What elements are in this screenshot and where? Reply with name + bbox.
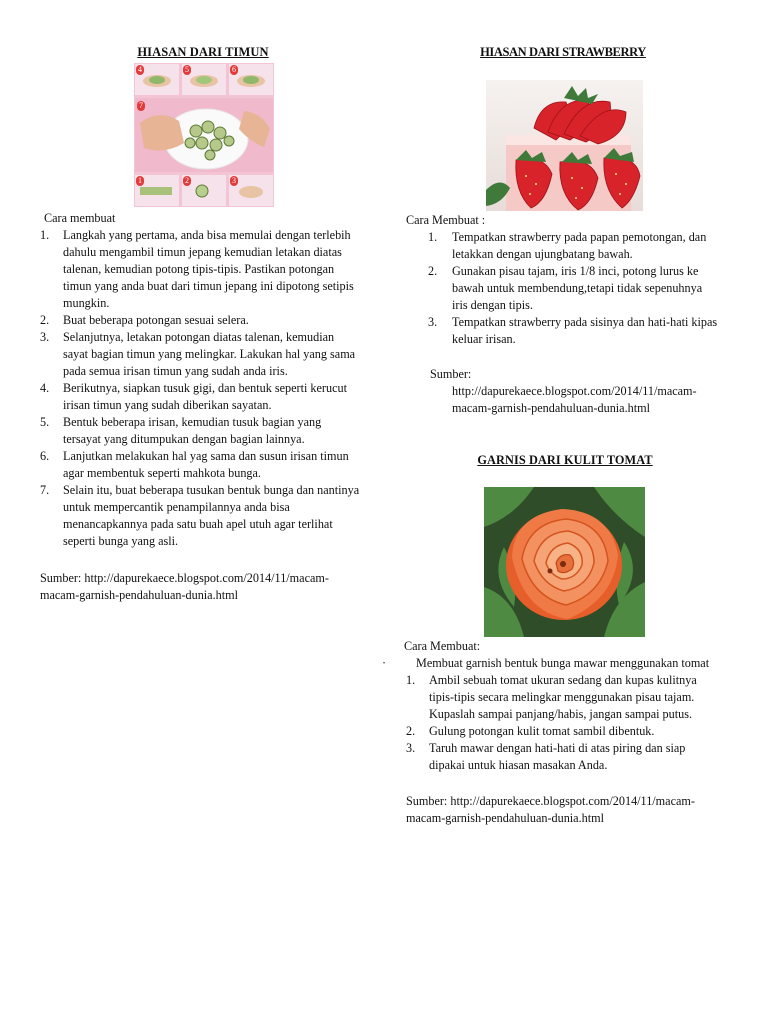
tomato-steps <box>406 672 706 774</box>
list-item: 2. Buat beberapa potongan sesuai selera. <box>40 313 249 327</box>
list-item: 7. Selain itu, buat beberapa tusukan bentuk bunga dan nantinya untuk mempercantik penampilannya anda bisa menancapkannya pada satu buah apel utuh agar terlihat seperti bunga yang asli. <box>40 483 360 548</box>
list-item: 1. Langkah yang pertama, anda bisa memulai dengan terlebih dahulu mengambil timun jepang kemudian letakan diatas talenan, kemudian potong tipis-tipis. Pastikan potongan timun yang anda buat dari timun jepang ini dipotong setipis mungkin. <box>40 228 354 310</box>
strawberry-garnish-photo <box>486 80 643 211</box>
photo-step-label: 2 <box>185 176 189 185</box>
strawberry-steps <box>428 229 718 348</box>
photo-step-label: 7 <box>139 101 143 110</box>
tomato-subtitle: Membuat garnish bentuk bunga mawar menggunakan tomat <box>416 656 710 670</box>
strawberry-title: HIASAN DARI STRAWBERRY <box>480 45 646 59</box>
strawberry-source-url: http://dapurekaece.blogspot.com/2014/11/macam-macam-garnish-pendahuluan-dunia.html <box>452 384 697 415</box>
photo-step-label: 1 <box>138 176 142 185</box>
list-item: 6. Lanjutkan melakukan hal yag sama dan susun irisan timun agar membentuk seperti mahkota bunga. <box>40 449 349 480</box>
list-item: 1. Ambil sebuah tomat ukuran sedang dan kupas kulitnya tipis-tipis secara melingkar menggunakan pisau tajam. Kupaslah sampai panjang/habis, jangan sampai putus. <box>406 673 697 721</box>
strawberry-source-label: Sumber: <box>430 367 472 381</box>
list-item: 5. Bentuk beberapa irisan, kemudian tusuk bagian yang tersayat yang ditumpukan dengan bagian lainnya. <box>40 415 322 446</box>
photo-step-label: 5 <box>185 65 189 74</box>
list-item: 2. Gulung potongan kulit tomat sambil dibentuk. <box>406 724 655 738</box>
cucumber-steps <box>40 227 362 550</box>
cucumber-source: Sumber: http://dapurekaece.blogspot.com/2014/11/macam-macam-garnish-pendahuluan-dunia.html <box>40 571 329 602</box>
tomato-title: GARNIS DARI KULIT TOMAT <box>477 453 653 467</box>
list-item: 3. Tempatkan strawberry pada sisinya dan hati-hati kipas keluar irisan. <box>428 315 718 346</box>
photo-step-label: 3 <box>232 176 236 185</box>
list-item: 3. Taruh mawar dengan hati-hati di atas piring dan siap dipakai untuk hiasan masakan Anda. <box>406 741 686 772</box>
cucumber-title: HIASAN DARI TIMUN <box>137 45 269 59</box>
tomato-rose-photo <box>484 487 645 637</box>
strawberry-intro: Cara Membuat : <box>406 213 486 227</box>
photo-step-label: 4 <box>138 65 142 74</box>
cucumber-garnish-photo <box>134 63 274 207</box>
cucumber-intro: Cara membuat <box>44 211 116 225</box>
photo-step-label: 6 <box>232 65 236 74</box>
list-item: 3. Selanjutnya, letakan potongan diatas talenan, kemudian sayat bagian timun yang melingkar. Lakukan hal yang sama pada semua irisan timun yang sudah anda iris. <box>40 330 356 378</box>
tomato-bullet: · <box>382 656 387 670</box>
list-item: 2. Gunakan pisau tajam, iris 1/8 inci, potong lurus ke bawah untuk membendung,tetapi tidak sepenuhnya iris dengan tipis. <box>428 264 703 312</box>
tomato-source: Sumber: http://dapurekaece.blogspot.com/2014/11/macam-macam-garnish-pendahuluan-dunia.html <box>406 794 695 825</box>
list-item: 4. Berikutnya, siapkan tusuk gigi, dan bentuk seperti kerucut irisan timun yang sudah diberikan sayatan. <box>40 381 347 412</box>
list-item: 1. Tempatkan strawberry pada papan pemotongan, dan letakkan dengan ujungbatang bawah. <box>428 230 707 261</box>
tomato-intro: Cara Membuat: <box>404 639 481 653</box>
